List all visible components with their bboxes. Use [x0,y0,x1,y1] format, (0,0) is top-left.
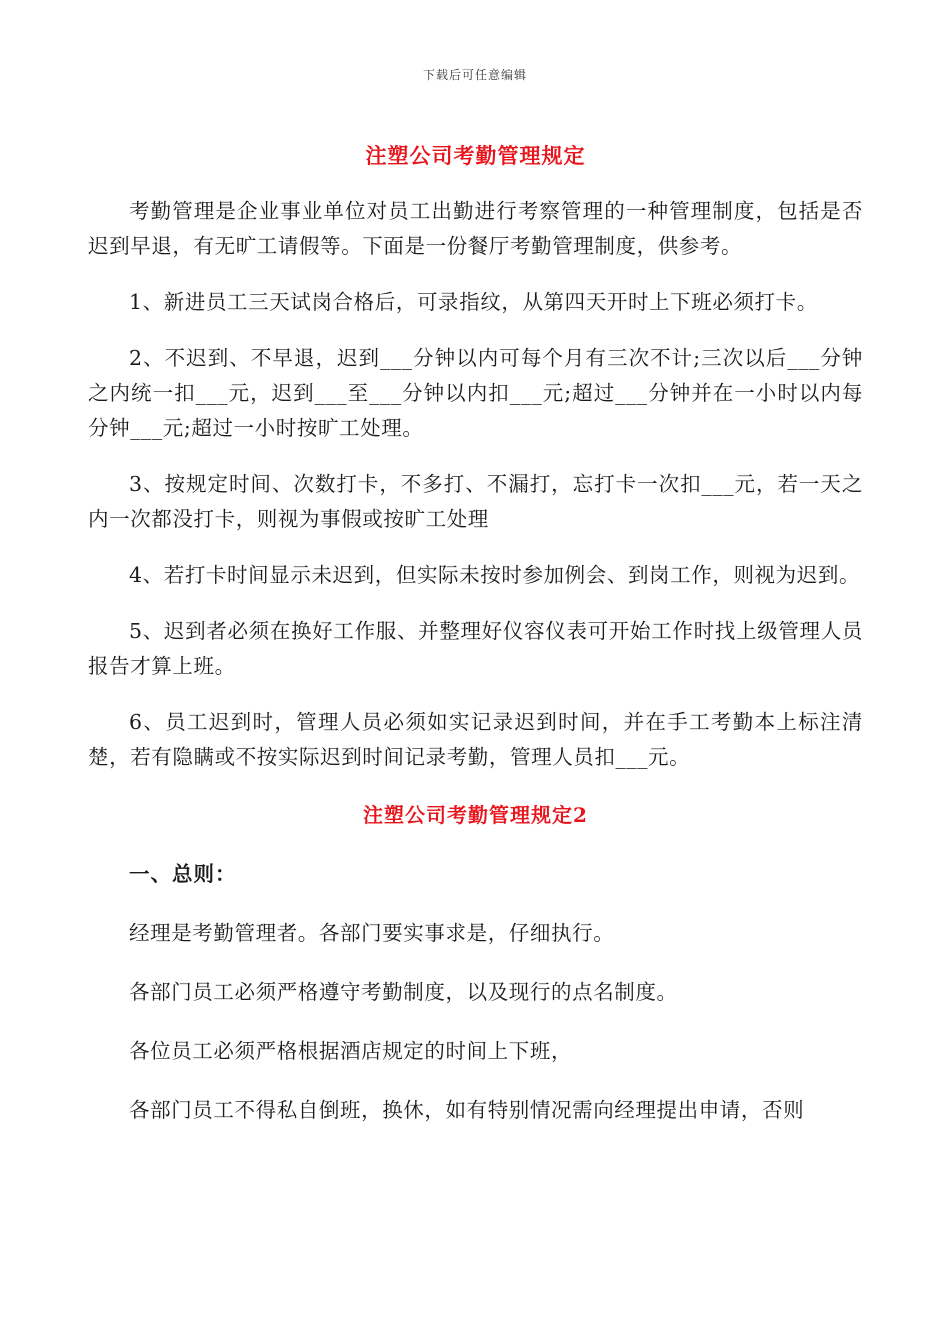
section-line: 各部门员工必须严格遵守考勤制度，以及现行的点名制度。 [129,980,678,1004]
rule-paragraph: 2、不迟到、不早退，迟到___分钟以内可每个月有三次不计;三次以后___分钟之内统一扣___元，迟到___至___分钟以内扣___元;超过___分钟并在一小时以内每分钟___元;超过一小时按旷工处理。 [88,346,863,440]
header-note: 下载后可任意编辑 [422,68,527,82]
document-title-2: 注塑公司考勤管理规定2 [363,803,588,827]
rule-paragraph: 1、新进员工三天试岗合格后，可录指纹，从第四天开时上下班必须打卡。 [129,290,818,314]
rule-paragraph: 6、员工迟到时，管理人员必须如实记录迟到时间，并在手工考勤本上标注清楚，若有隐瞒或不按实际迟到时间记录考勤，管理人员扣___元。 [88,710,863,769]
section-heading: 一、总则： [129,862,237,886]
rule-paragraph: 3、按规定时间、次数打卡，不多打、不漏打，忘打卡一次扣___元，若一天之内一次都没打卡，则视为事假或按旷工处理 [88,472,863,531]
document-title: 注塑公司考勤管理规定 [365,143,586,168]
section-line: 各位员工必须严格根据酒店规定的时间上下班， [129,1039,573,1063]
rule-paragraph: 4、若打卡时间显示未迟到，但实际未按时参加例会、到岗工作，则视为迟到。 [129,563,861,587]
section-line: 各部门员工不得私自倒班，换休，如有特别情况需向经理提出申请，否则 [129,1098,805,1122]
section-line: 经理是考勤管理者。各部门要实事求是，仔细执行。 [129,921,615,945]
document-body [88,140,863,1152]
rule-paragraph: 5、迟到者必须在换好工作服、并整理好仪容仪表可开始工作时找上级管理人员报告才算上班。 [88,619,863,678]
intro-paragraph: 考勤管理是企业事业单位对员工出勤进行考察管理的一种管理制度，包括是否迟到早退，有无旷工请假等。下面是一份餐厅考勤管理制度，供参考。 [88,199,863,258]
